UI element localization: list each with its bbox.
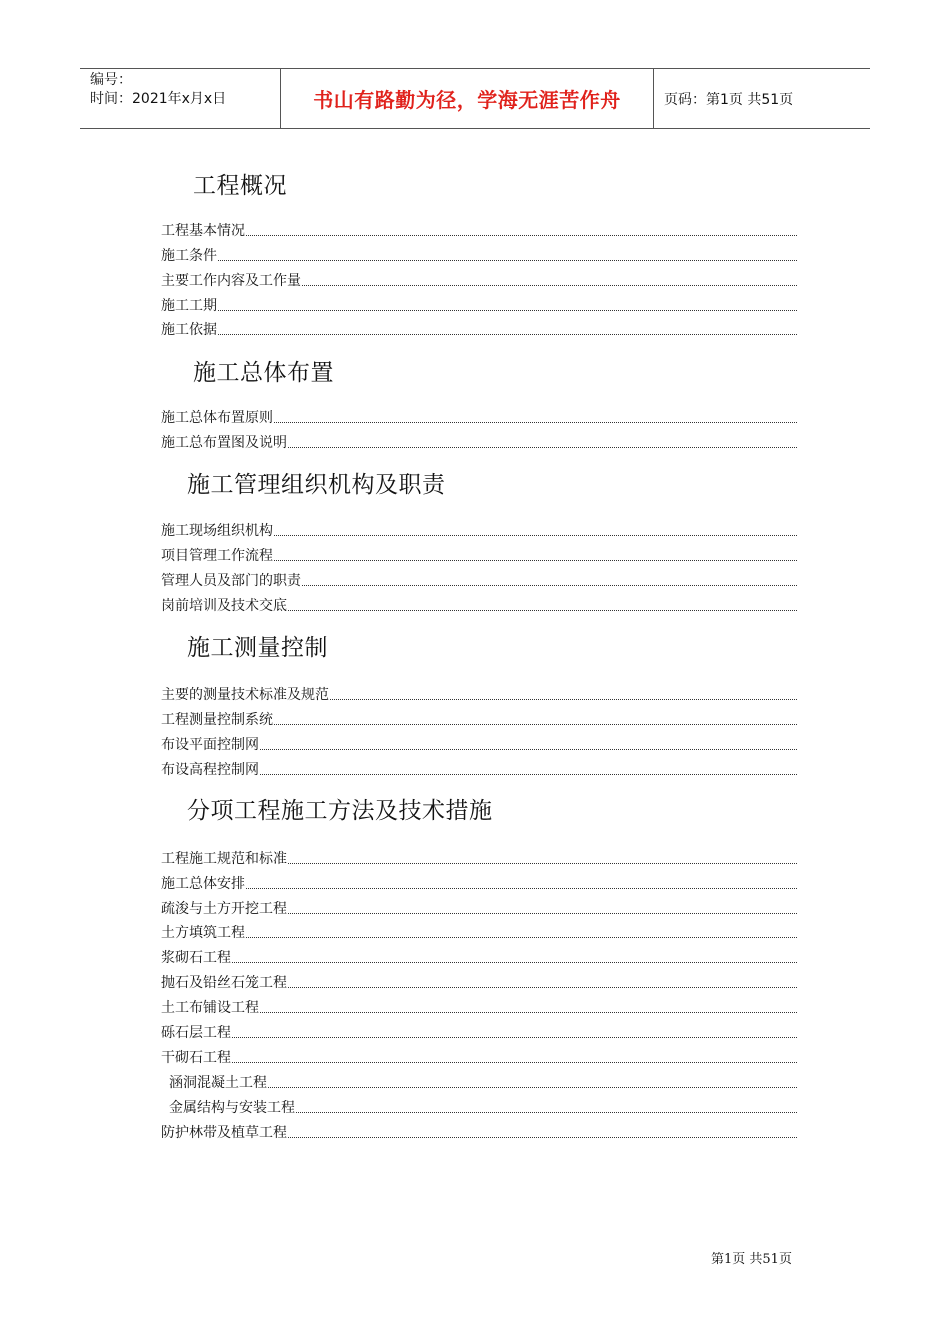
toc-entry-text: 布设平面控制网 <box>161 737 259 753</box>
header-meta <box>80 69 281 128</box>
dot-leader <box>218 260 797 261</box>
dot-leader <box>260 774 797 775</box>
header-motto: 书山有路勤为径，学海无涯苦作舟 <box>281 69 654 128</box>
dot-leader <box>246 888 797 889</box>
toc-entry-text: 浆砌石工程 <box>161 950 231 966</box>
toc-entry[interactable] <box>161 759 797 779</box>
toc-entry-text: 施工依据 <box>161 322 217 338</box>
toc-section-title: 施工管理组织机构及职责 <box>187 472 446 498</box>
toc-entry[interactable] <box>161 1022 797 1042</box>
toc-entry-text: 管理人员及部门的职责 <box>161 573 301 589</box>
header-page-info: 页码：第1页 共51页 <box>664 91 794 108</box>
dot-leader <box>288 863 797 864</box>
page-footer: 第1页 共51页 <box>711 1252 792 1267</box>
toc-entry[interactable] <box>161 220 797 240</box>
toc-entry[interactable] <box>161 295 797 315</box>
dot-leader <box>288 913 797 914</box>
toc-entry-text: 疏浚与土方开挖工程 <box>161 901 287 917</box>
dot-leader <box>232 1062 797 1063</box>
toc-section-title: 分项工程施工方法及技术措施 <box>187 798 493 824</box>
dot-leader <box>246 235 797 236</box>
toc-entry[interactable] <box>161 997 797 1017</box>
dot-leader <box>260 1012 797 1013</box>
toc-entry-text: 施工工期 <box>161 298 217 314</box>
toc-entry[interactable] <box>161 570 797 590</box>
toc-entry-text: 主要的测量技术标准及规范 <box>161 687 329 703</box>
toc-entry[interactable] <box>161 873 797 893</box>
dot-leader <box>274 422 797 423</box>
number-label: 编号： <box>90 72 132 88</box>
toc-entry-text: 土方填筑工程 <box>161 925 245 941</box>
toc-section-title: 工程概况 <box>193 173 287 199</box>
dot-leader <box>296 1112 797 1113</box>
toc-entry[interactable] <box>161 545 797 565</box>
toc-entry[interactable] <box>161 709 797 729</box>
toc-entry-text: 工程施工规范和标准 <box>161 851 287 867</box>
toc-entry-text: 施工总体安排 <box>161 876 245 892</box>
toc-entry-text: 土工布铺设工程 <box>161 1000 259 1016</box>
time-label: 时间：2021年x月x日 <box>90 91 227 107</box>
dot-leader <box>330 699 797 700</box>
toc-entry[interactable] <box>161 1097 797 1117</box>
toc-section-title: 施工测量控制 <box>187 635 328 661</box>
toc-entry-text: 防护林带及植草工程 <box>161 1125 287 1141</box>
dot-leader <box>218 334 797 335</box>
toc-entry[interactable] <box>161 684 797 704</box>
toc-entry-text: 砾石层工程 <box>161 1025 231 1041</box>
dot-leader <box>268 1087 797 1088</box>
dot-leader <box>232 962 797 963</box>
toc-entry[interactable] <box>161 319 797 339</box>
toc-entry[interactable] <box>161 848 797 868</box>
toc-entry-text: 涵洞混凝土工程 <box>169 1075 267 1091</box>
toc-entry[interactable] <box>161 407 797 427</box>
toc-entry-text: 施工总布置图及说明 <box>161 435 287 451</box>
toc-entry[interactable] <box>161 972 797 992</box>
toc-entry[interactable] <box>161 270 797 290</box>
toc-entry[interactable] <box>161 947 797 967</box>
dot-leader <box>274 560 797 561</box>
toc-entry-text: 施工总体布置原则 <box>161 410 273 426</box>
dot-leader <box>274 724 797 725</box>
toc-entry-text: 金属结构与安装工程 <box>169 1100 295 1116</box>
dot-leader <box>232 1037 797 1038</box>
dot-leader <box>288 447 797 448</box>
toc-entry[interactable] <box>161 432 797 452</box>
dot-leader <box>302 285 797 286</box>
toc-entry[interactable] <box>161 1047 797 1067</box>
toc-entry[interactable] <box>161 1122 797 1142</box>
toc-entry[interactable] <box>161 1072 797 1092</box>
dot-leader <box>246 937 797 938</box>
toc-entry[interactable] <box>161 922 797 942</box>
toc-entry[interactable] <box>161 245 797 265</box>
toc-entry-text: 工程测量控制系统 <box>161 712 273 728</box>
dot-leader <box>288 610 797 611</box>
toc-entry-text: 施工现场组织机构 <box>161 523 273 539</box>
toc-section-title: 施工总体布置 <box>193 360 334 386</box>
toc-entry[interactable] <box>161 898 797 918</box>
dot-leader <box>302 585 797 586</box>
dot-leader <box>288 1137 797 1138</box>
toc-entry-text: 工程基本情况 <box>161 223 245 239</box>
toc-entry-text: 主要工作内容及工作量 <box>161 273 301 289</box>
dot-leader <box>288 987 797 988</box>
toc-entry-text: 布设高程控制网 <box>161 762 259 778</box>
toc-entry[interactable] <box>161 595 797 615</box>
dot-leader <box>260 749 797 750</box>
dot-leader <box>218 310 797 311</box>
dot-leader <box>274 535 797 536</box>
toc-entry-text: 岗前培训及技术交底 <box>161 598 287 614</box>
toc-entry-text: 施工条件 <box>161 248 217 264</box>
document-header <box>80 68 870 129</box>
toc-entry-text: 抛石及铅丝石笼工程 <box>161 975 287 991</box>
toc-entry-text: 项目管理工作流程 <box>161 548 273 564</box>
toc-entry[interactable] <box>161 734 797 754</box>
toc-entry[interactable] <box>161 520 797 540</box>
toc-entry-text: 干砌石工程 <box>161 1050 231 1066</box>
